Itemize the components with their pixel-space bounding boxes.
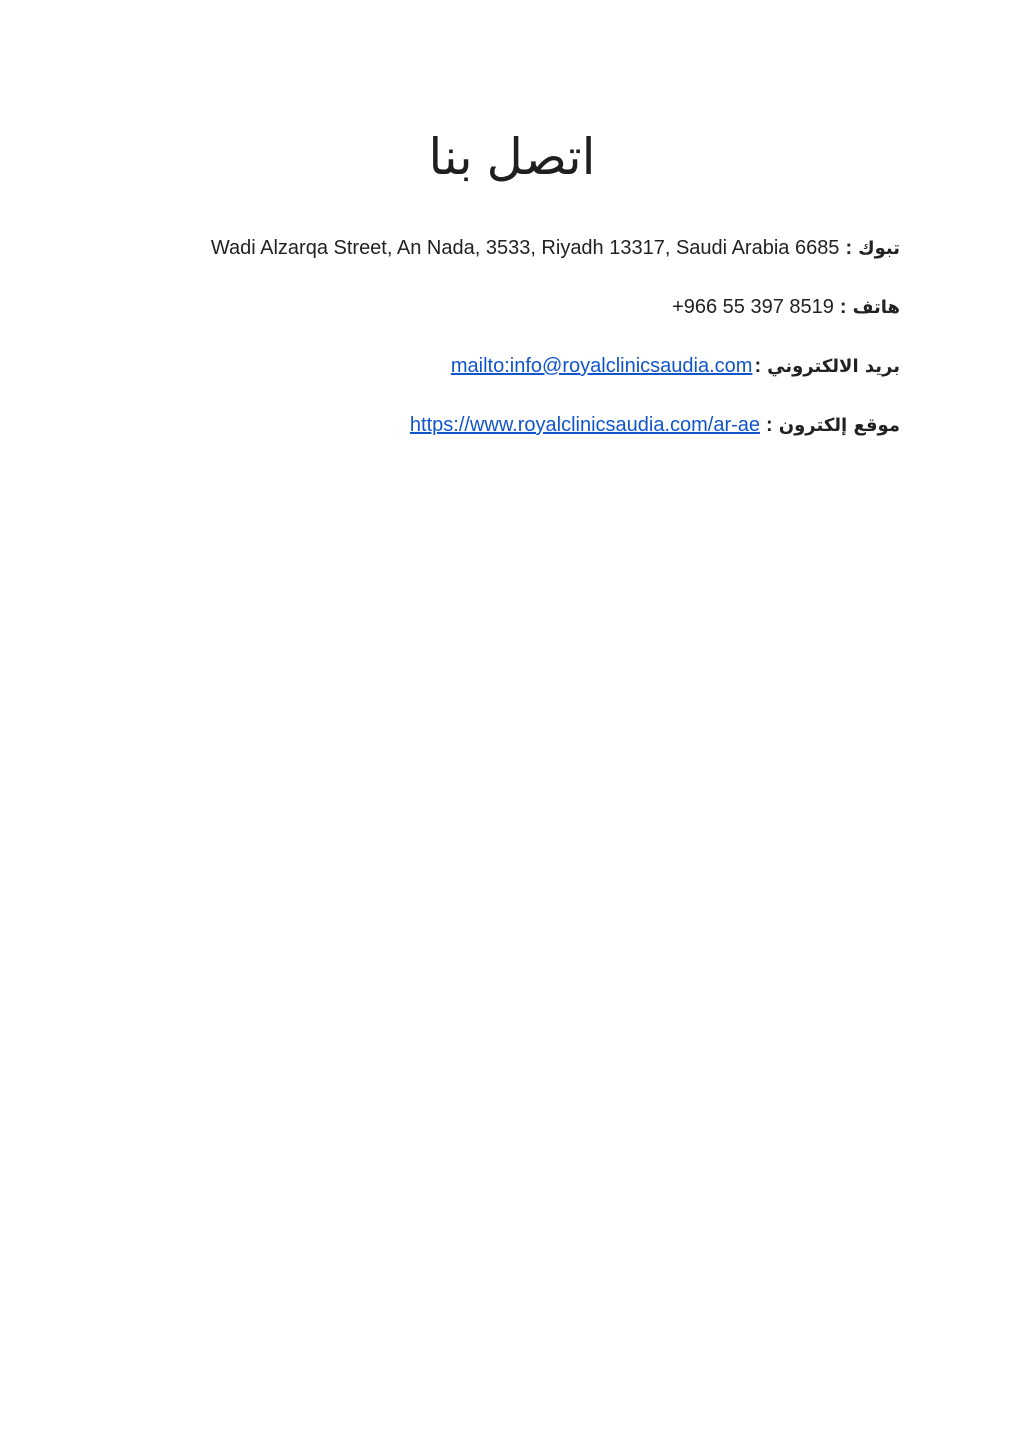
page-title: اتصل بنا xyxy=(428,129,596,185)
website-label: موقع إلكترون xyxy=(778,415,900,436)
website-line xyxy=(100,411,900,440)
phone-value: +966 55 397 8519 xyxy=(672,296,834,318)
email-line xyxy=(100,352,900,381)
phone-label: هاتف xyxy=(852,297,900,318)
address-line xyxy=(100,234,900,263)
email-separator: : xyxy=(754,355,762,377)
website-link[interactable]: https://www.royalclinicsaudia.com/ar-ae xyxy=(409,414,761,436)
email-label: بريد الالكتروني xyxy=(767,356,900,377)
website-separator: : xyxy=(766,414,773,436)
address-separator: : xyxy=(845,237,853,259)
phone-line xyxy=(100,293,900,322)
phone-separator: : xyxy=(839,296,847,318)
address-label: تبوك xyxy=(858,238,900,259)
email-link[interactable]: mailto:info@royalclinicsaudia.com xyxy=(450,355,753,377)
address-value: Wadi Alzarqa Street, An Nada, 3533, Riyadh 13317, Saudi Arabia 6685 xyxy=(210,237,840,259)
